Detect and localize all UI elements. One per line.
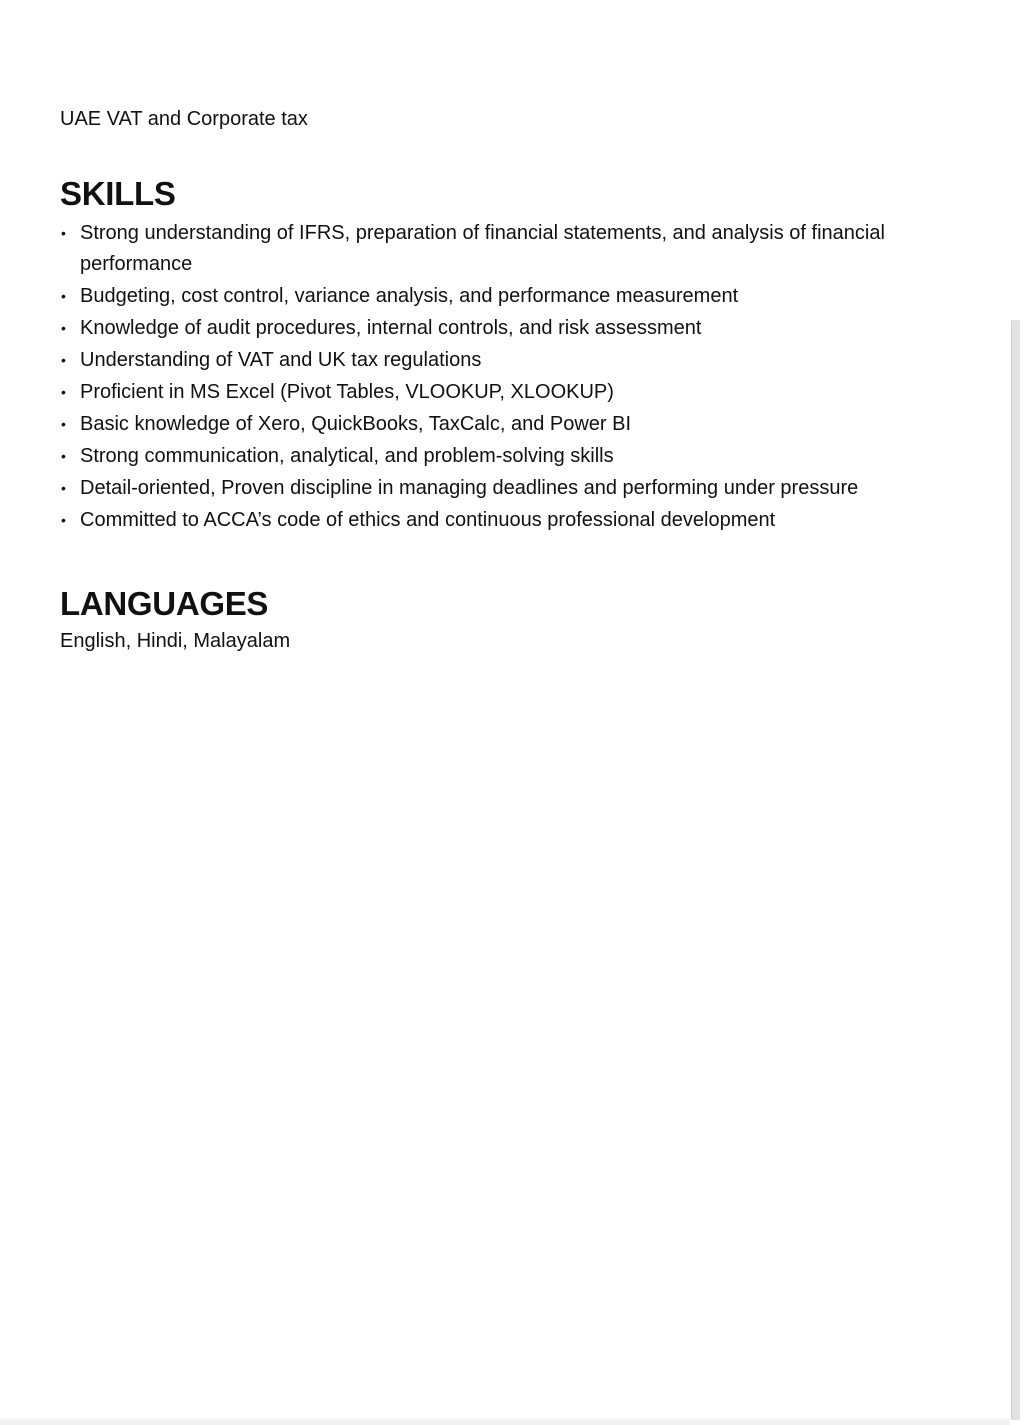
skill-text: Proficient in MS Excel (Pivot Tables, VLOOKUP, XLOOKUP) [80,381,614,403]
bullet-icon: • [61,480,66,496]
list-item [60,313,980,344]
scrollbar-track[interactable] [1010,0,1024,1425]
list-item [60,505,980,536]
bullet-icon: • [61,384,66,400]
skill-text: Strong understanding of IFRS, preparation of financial statements, and analysis of financial performance [80,222,885,275]
list-item [60,441,980,472]
list-item [60,218,980,280]
list-item [60,345,980,376]
skills-list [60,218,980,536]
skill-text: Knowledge of audit procedures, internal controls, and risk assessment [80,317,702,339]
document-content [60,104,980,656]
bullet-icon: • [61,225,66,241]
list-item [60,473,980,504]
list-item [60,281,980,312]
languages-text: English, Hindi, Malayalam [60,630,291,652]
bullet-icon: • [61,288,66,304]
bullet-icon: • [61,512,66,528]
skill-text: Understanding of VAT and UK tax regulations [80,349,482,371]
list-item [60,409,980,440]
page-bottom-edge [0,1419,1010,1425]
intro-line: UAE VAT and Corporate tax [60,108,308,130]
skill-text: Detail-oriented, Proven discipline in managing deadlines and performing under pressure [80,477,859,499]
skill-text: Strong communication, analytical, and problem-solving skills [80,445,614,467]
languages-heading: LANGUAGES [60,585,269,622]
skill-text: Committed to ACCA’s code of ethics and continuous professional development [80,509,776,531]
skills-heading: SKILLS [60,175,176,212]
bullet-icon: • [61,448,66,464]
scrollbar-thumb[interactable] [1011,320,1020,1420]
list-item [60,377,980,408]
bullet-icon: • [61,320,66,336]
bullet-icon: • [61,352,66,368]
bullet-icon: • [61,416,66,432]
skill-text: Budgeting, cost control, variance analysis, and performance measurement [80,285,739,307]
skill-text: Basic knowledge of Xero, QuickBooks, TaxCalc, and Power BI [80,413,632,435]
